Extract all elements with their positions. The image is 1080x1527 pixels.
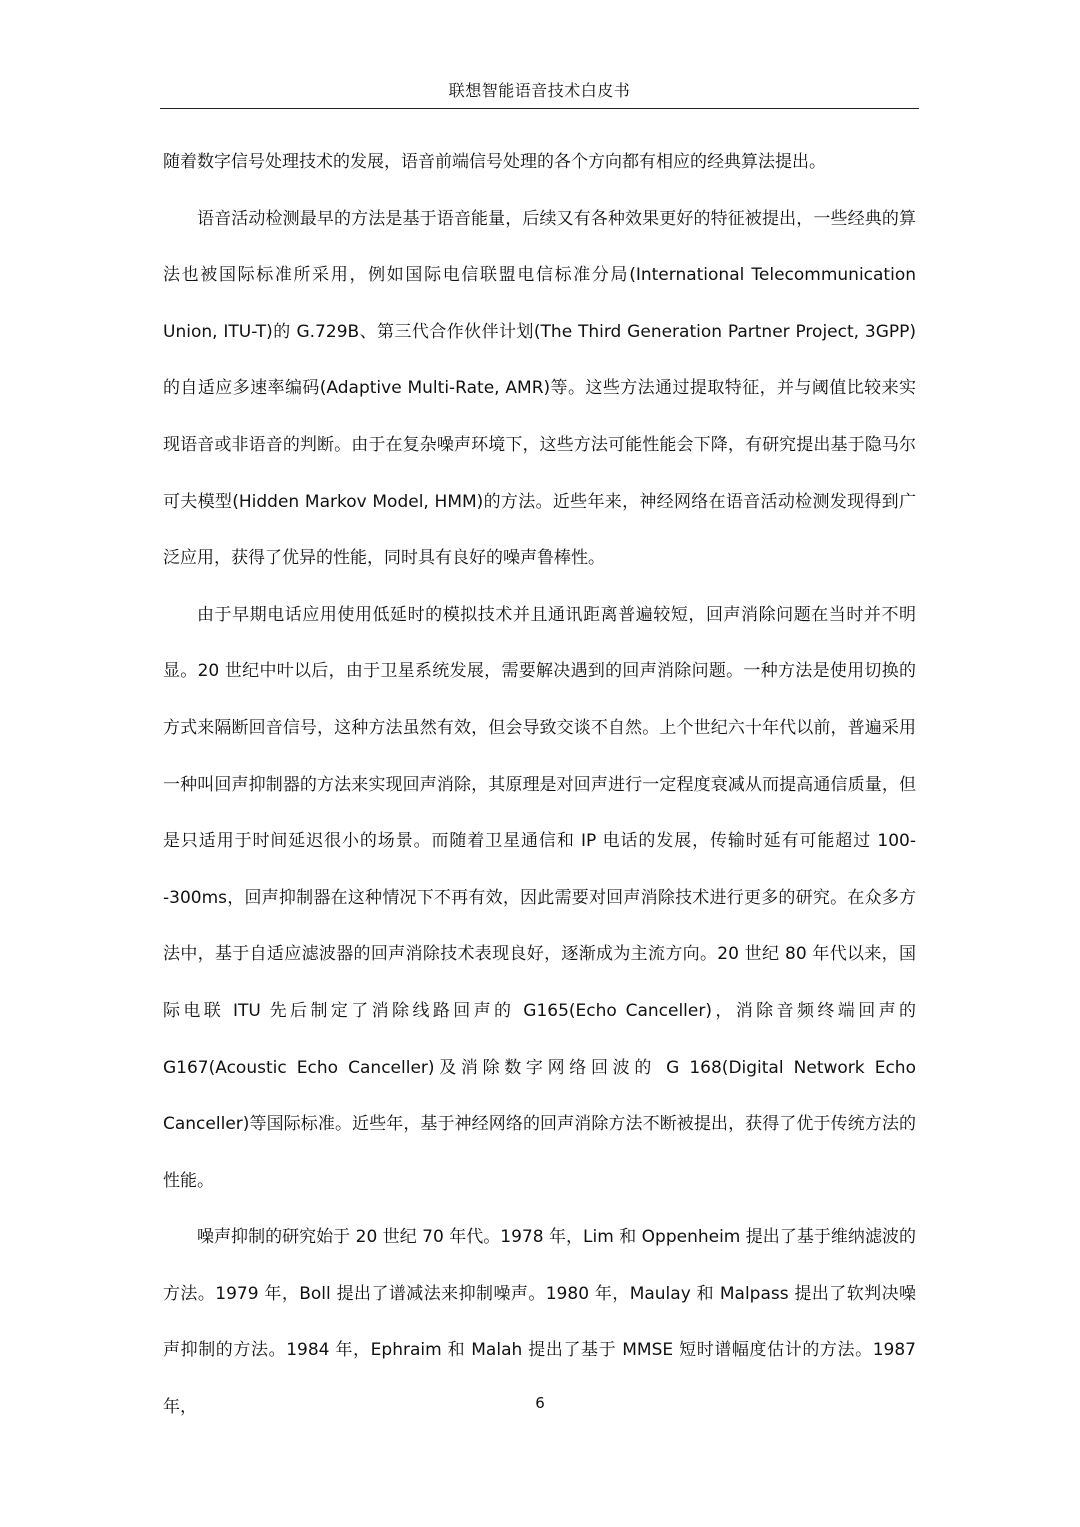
paragraph-aec: 由于早期电话应用使用低延时的模拟技术并且通讯距离普遍较短，回声消除问题在当时并不明显。20 世纪中叶以后，由于卫星系统发展，需要解决遇到的回声消除问题。一种方法是使用切换的方式来隔断回音信号，这种方法虽然有效，但会导致交谈不自然。上个世纪六十年代以前，普遍采用一种叫回声抑制器的方法来实现回声消除，其原理是对回声进行一定程度衰减从而提高通信质量，但是只适用于时间延迟很小的场景。而随着卫星通信和 IP 电话的发展，传输时延有可能超过 100--300ms，回声抑制器在这种情况下不再有效，因此需要对回声消除技术进行更多的研究。在众多方法中，基于自适应滤波器的回声消除技术表现良好，逐渐成为主流方向。20 世纪 80 年代以来，国际电联 ITU 先后制定了消除线路回声的 G165(Echo Canceller)，消除音频终端回声的 G167(Acoustic Echo Canceller)及消除数字网络回波的 G 168(Digital Network Echo Canceller)等国际标准。近些年，基于神经网络的回声消除方法不断被提出，获得了优于传统方法的性能。 <box>163 604 916 1191</box>
paragraph-ns: 噪声抑制的研究始于 20 世纪 70 年代。1978 年，Lim 和 Oppenheim 提出了基于维纳滤波的方法。1979 年，Boll 提出了谱减法来抑制噪声。1980 年，Maulay 和 Malpass 提出了软判决噪声抑制的方法。1984 年，Ephraim 和 Malah 提出了基于 MMSE 短时谱幅度估计的方法。1987 年， <box>163 1227 916 1418</box>
header-title: 联想智能语音技术白皮书 <box>448 81 631 100</box>
paragraph-intro: 随着数字信号处理技术的发展，语音前端信号处理的各个方向都有相应的经典算法提出。 <box>163 152 826 172</box>
paragraph-vad: 语音活动检测最早的方法是基于语音能量，后续又有各种效果更好的特征被提出，一些经典的算法也被国际标准所采用，例如国际电信联盟电信标准分局(International Telecommunication Union, ITU-T)的 G.729B、第三代合作伙伴计划(The Third Generation Partner Project, 3GPP)的自适应多速率编码(Adaptive Multi-Rate, AMR)等。这些方法通过提取特征，并与阈值比较来实现语音或非语音的判断。由于在复杂噪声环境下，这些方法可能性能会下降，有研究提出基于隐马尔可夫模型(Hidden Markov Model, HMM)的方法。近些年来，神经网络在语音活动检测发现得到广泛应用，获得了优异的性能，同时具有良好的噪声鲁棒性。 <box>163 208 916 569</box>
page-number: 6 <box>535 1394 545 1412</box>
page-header <box>160 78 919 109</box>
body-text <box>163 134 916 1436</box>
